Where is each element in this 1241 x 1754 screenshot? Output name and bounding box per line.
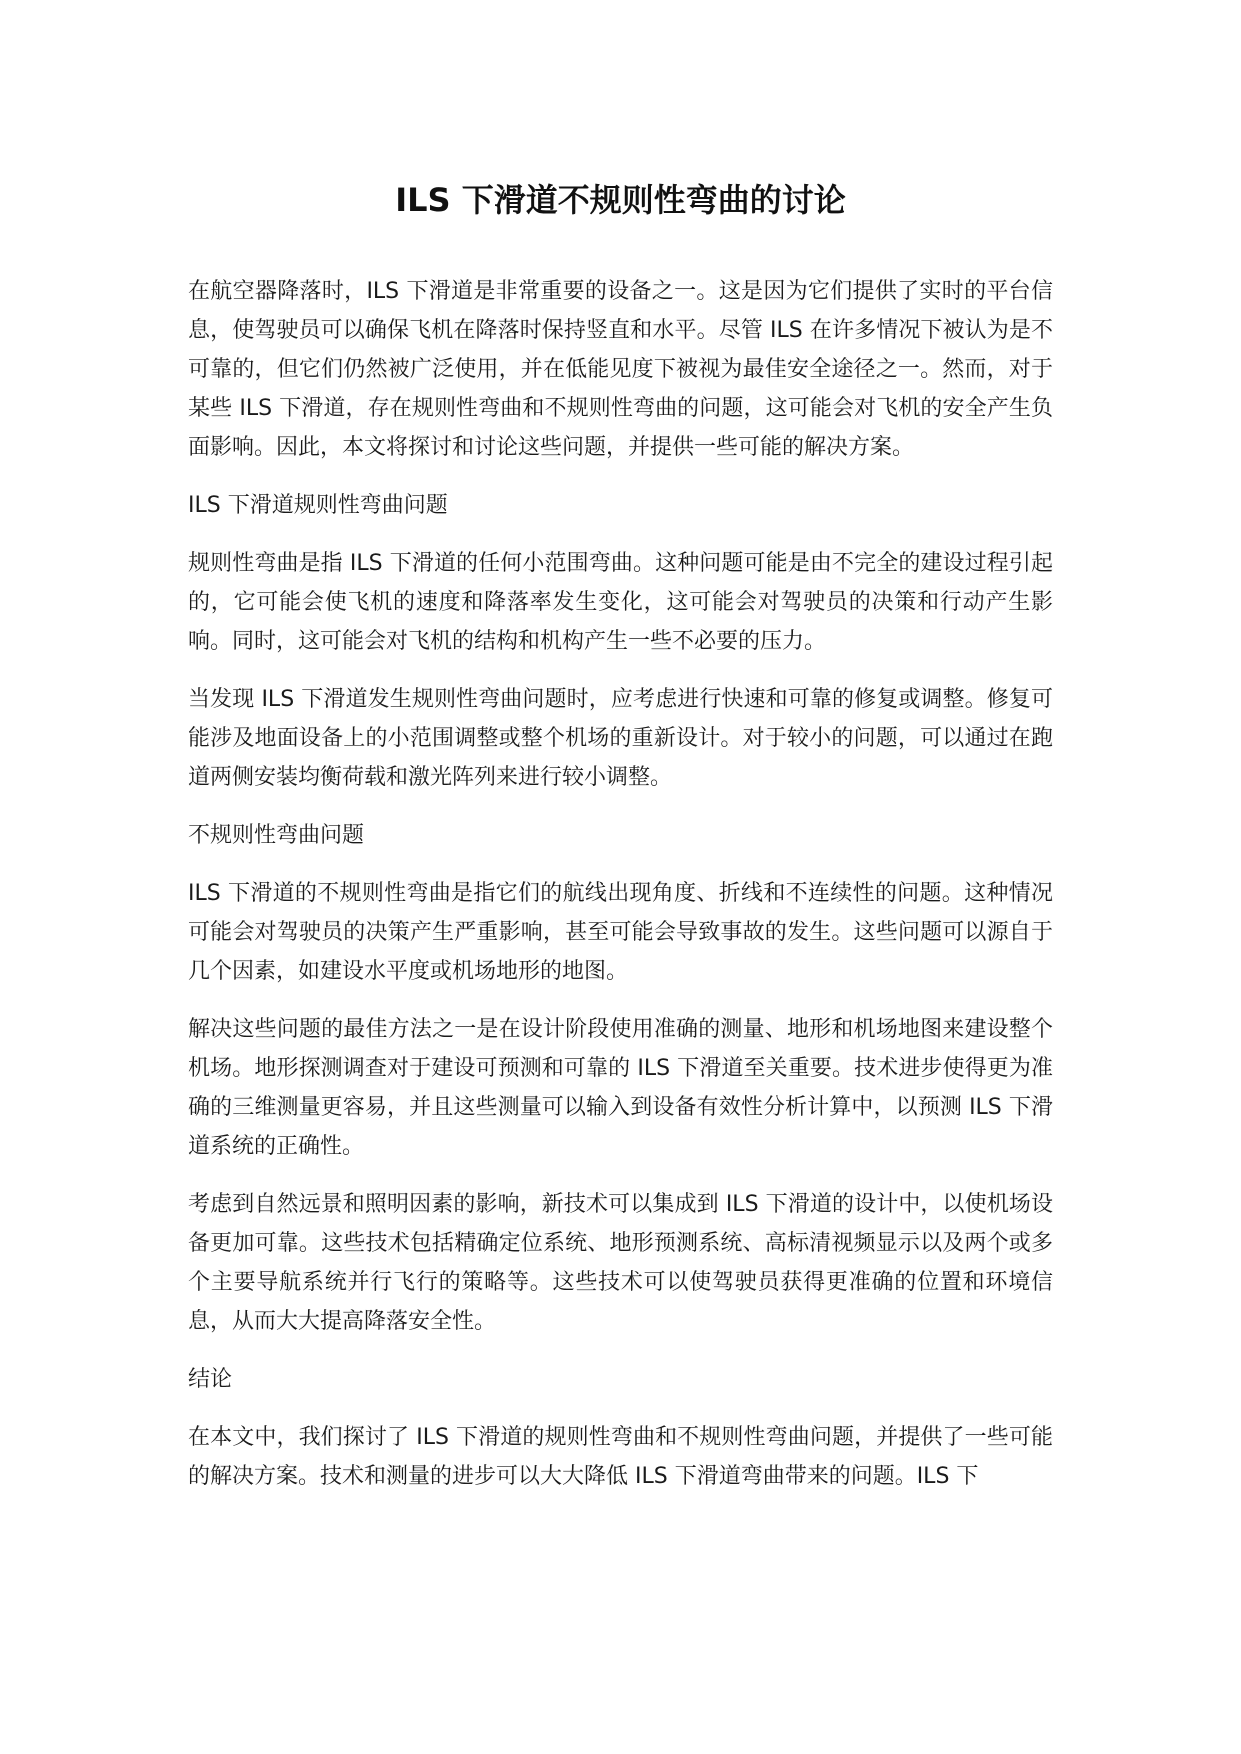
section-heading: 结论 [188, 1367, 233, 1392]
body-paragraph: 在航空器降落时，ILS 下滑道是非常重要的设备之一。这是因为它们提供了实时的平台信息，使驾驶员可以确保飞机在降落时保持竖直和水平。尽管 ILS 在许多情况下被认为是不可靠的，但它们仍然被广泛使用，并在低能见度下被视为最佳安全途径之一。然而，对于某些 ILS 下滑道，存在规则性弯曲和不规则性弯曲的问题，这可能会对飞机的安全产生负面影响。因此，本文将探讨和讨论这些问题，并提供一些可能的解决方案。 [188, 279, 1053, 460]
section-heading: 不规则性弯曲问题 [188, 823, 365, 848]
body-paragraph: 当发现 ILS 下滑道发生规则性弯曲问题时，应考虑进行快速和可靠的修复或调整。修复可能涉及地面设备上的小范围调整或整个机场的重新设计。对于较小的问题，可以通过在跑道两侧安装均衡荷载和激光阵列来进行较小调整。 [188, 687, 1053, 790]
body-paragraph: 解决这些问题的最佳方法之一是在设计阶段使用准确的测量、地形和机场地图来建设整个机场。地形探测调查对于建设可预测和可靠的 ILS 下滑道至关重要。技术进步使得更为准确的三维测量更容易，并且这些测量可以输入到设备有效性分析计算中，以预测 ILS 下滑道系统的正确性。 [188, 1017, 1053, 1159]
section-heading: ILS 下滑道规则性弯曲问题 [188, 493, 448, 518]
body-paragraph: ILS 下滑道的不规则性弯曲是指它们的航线出现角度、折线和不连续性的问题。这种情况可能会对驾驶员的决策产生严重影响，甚至可能会导致事故的发生。这些问题可以源自于几个因素，如建设水平度或机场地形的地图。 [188, 881, 1053, 984]
body-paragraph: 考虑到自然远景和照明因素的影响，新技术可以集成到 ILS 下滑道的设计中，以使机场设备更加可靠。这些技术包括精确定位系统、地形预测系统、高标清视频显示以及两个或多个主要导航系统并行飞行的策略等。这些技术可以使驾驶员获得更准确的位置和环境信息，从而大大提高降落安全性。 [188, 1192, 1053, 1334]
document-title: ILS 下滑道不规则性弯曲的讨论 [395, 181, 846, 219]
body-paragraph: 规则性弯曲是指 ILS 下滑道的任何小范围弯曲。这种问题可能是由不完全的建设过程引起的，它可能会使飞机的速度和降落率发生变化，这可能会对驾驶员的决策和行动产生影响。同时，这可能会对飞机的结构和机构产生一些不必要的压力。 [188, 551, 1053, 654]
body-paragraph: 在本文中，我们探讨了 ILS 下滑道的规则性弯曲和不规则性弯曲问题，并提供了一些可能的解决方案。技术和测量的进步可以大大降低 ILS 下滑道弯曲带来的问题。ILS 下 [188, 1425, 1053, 1489]
